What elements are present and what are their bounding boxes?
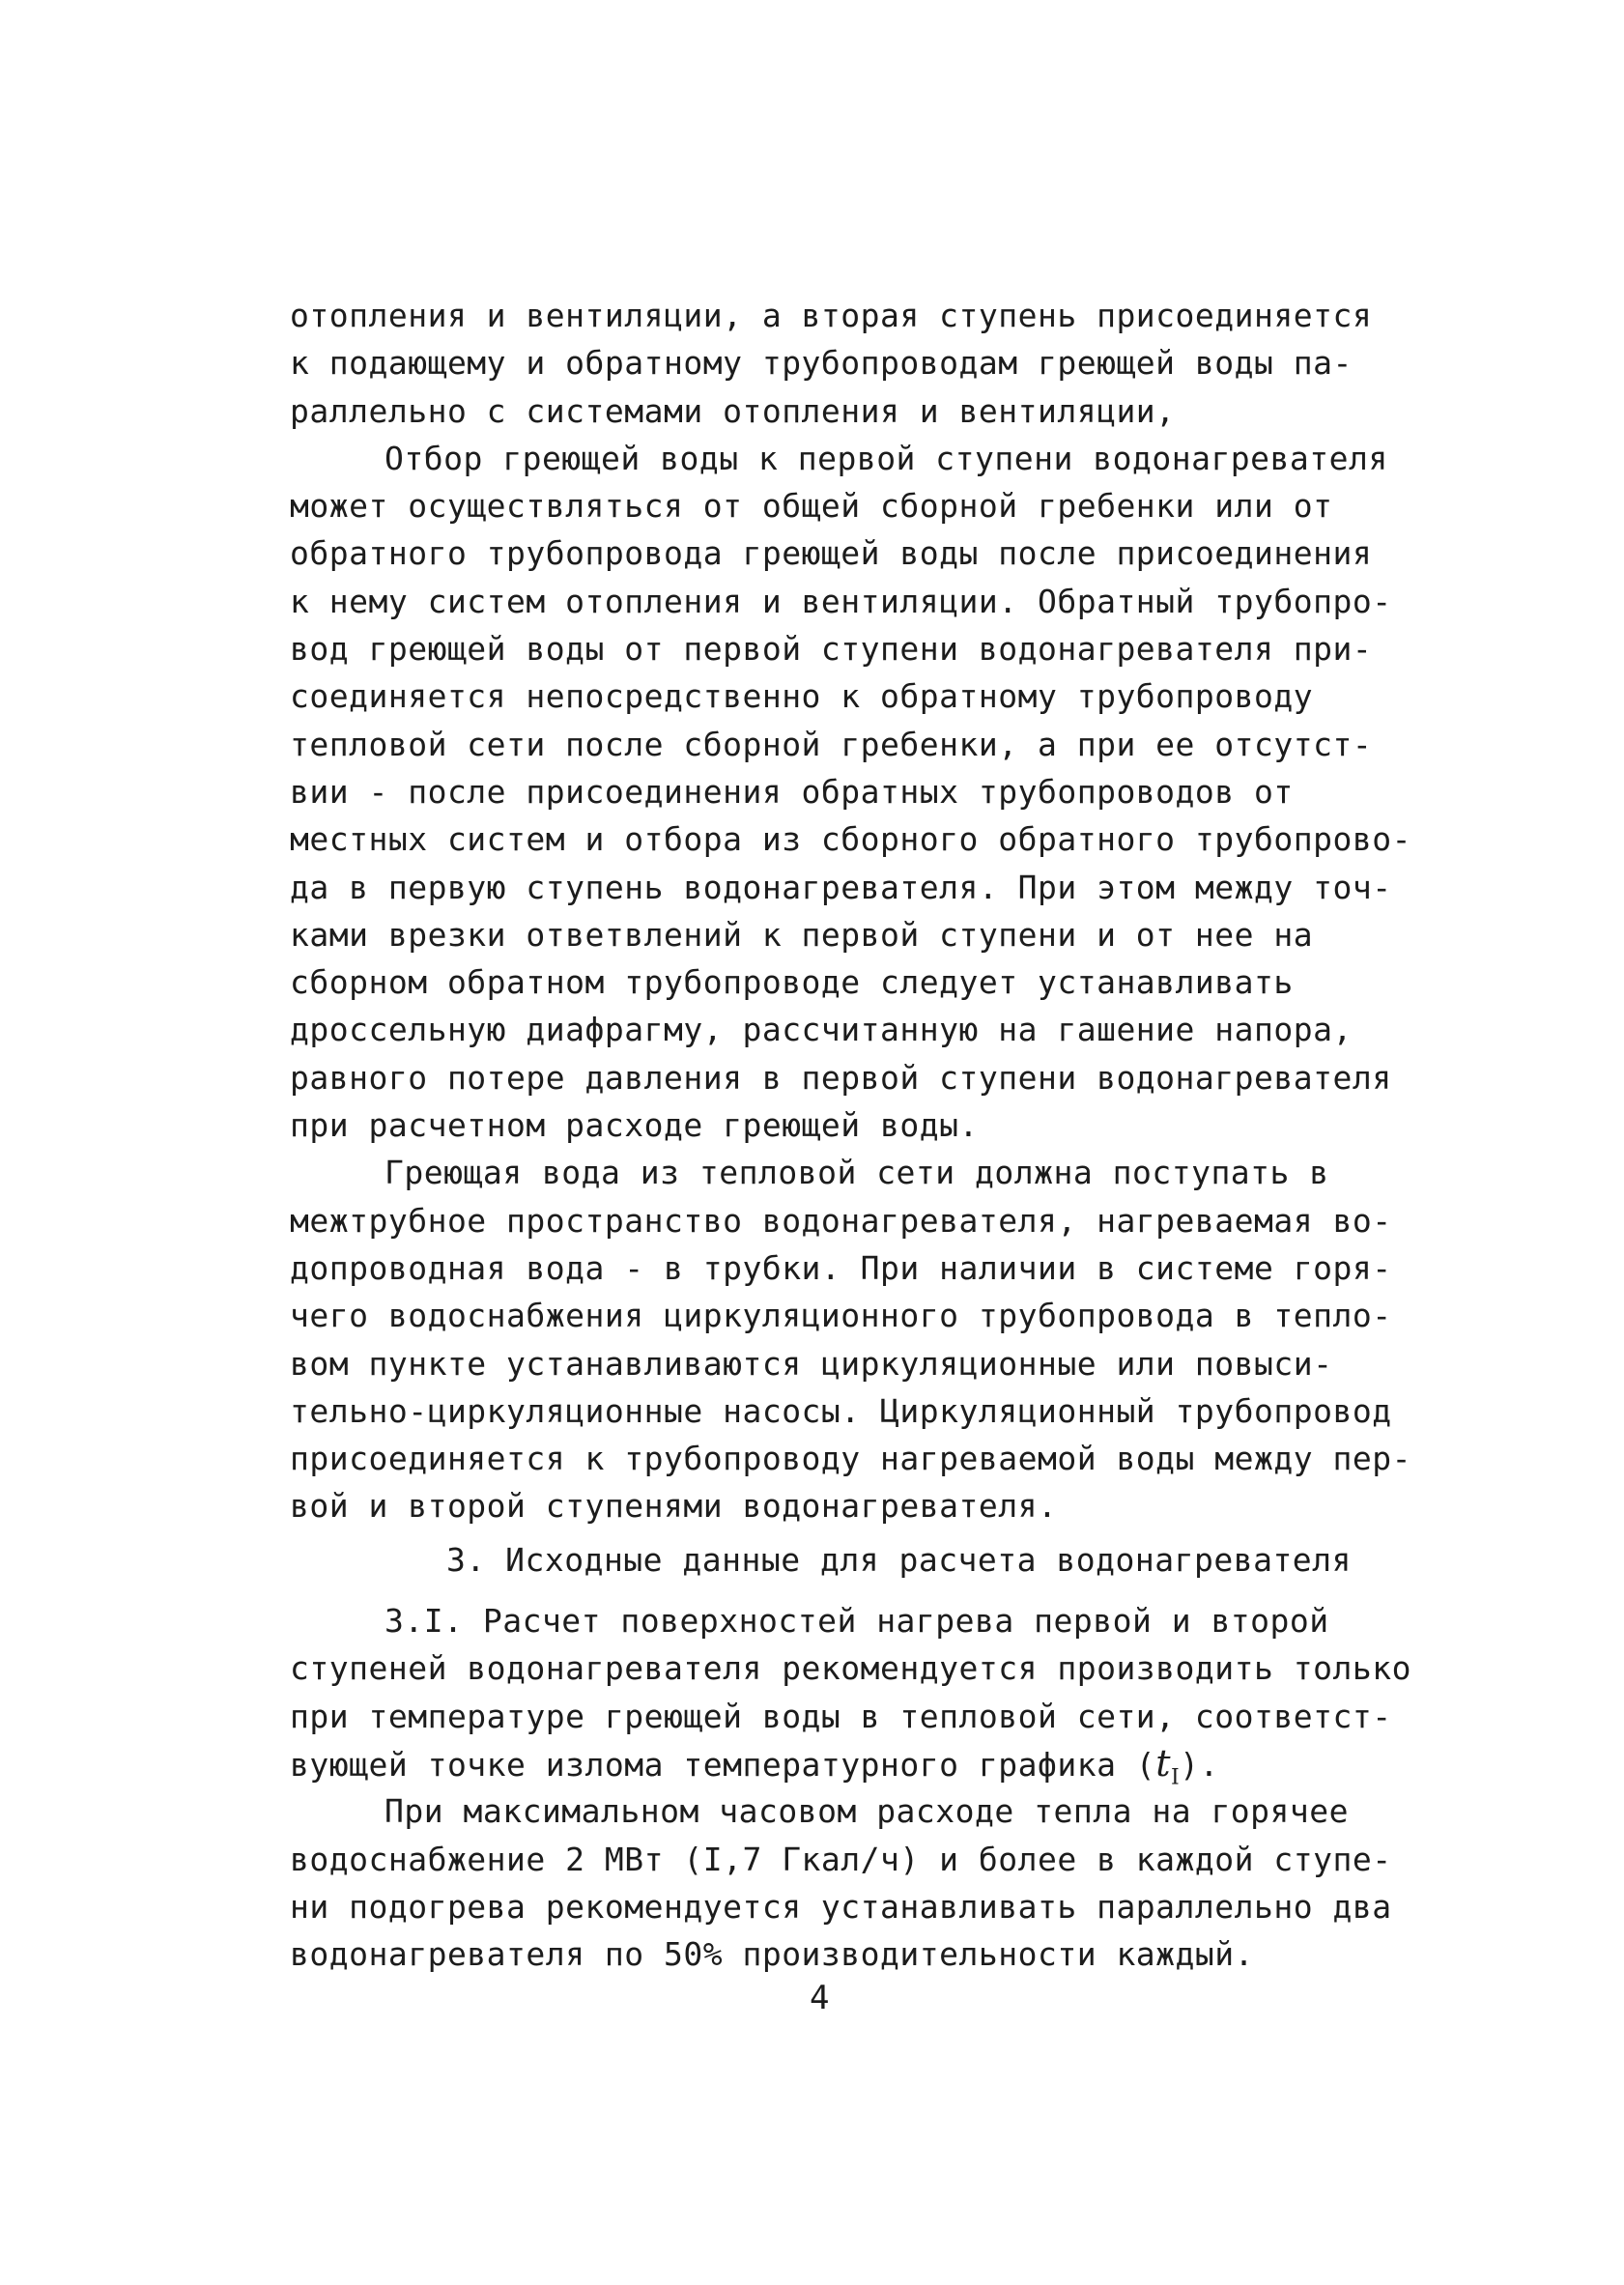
temperature-symbol [1155,1741,1181,1790]
text-line: межтрубное пространство водонагревателя, нагреваемая во- [290,1201,1392,1240]
text-line: отопления и вентиляции, а вторая ступень присоединяется [290,297,1373,334]
text-line: дроссельную диафрагму, рассчитанную на гашение напора, [290,1011,1353,1049]
text-line: может осуществляться от общей сборной гребенки или от [290,487,1333,526]
text-line: при температуре греющей воды в тепловой сети, соответст- [290,1697,1392,1735]
text-line: к нему систем отопления и вентиляции. Обратный трубопро- [290,582,1392,620]
text-line: сборном обратном трубопроводе следует устанавливать [290,963,1294,1002]
text-line: ками врезки ответвлений к первой ступени и от нее на [290,915,1314,954]
text-line: местных систем и отбора из сборного обратного трубопрово- [290,820,1411,859]
text-line: тепловой сети после сборной гребенки, а при ее отсутст- [290,725,1373,763]
text-line: вой и второй ступенями водонагревателя. [290,1487,1058,1526]
text-line: равного потере давления в первой ступени водонагревателя [290,1058,1392,1097]
page-number: 4 [810,1979,830,2017]
text-line: вод греющей воды от первой ступени водонагревателя при- [290,630,1373,669]
text-line-with-formula [290,1740,1391,1790]
text-line: вом пункте устанавливаются циркуляционные или повыси- [290,1344,1333,1383]
body-text [290,292,1411,1978]
formula-symbol: t [1155,1741,1171,1785]
text-line: водонагревателя по 50% производительности каждый. [290,1935,1255,1974]
text-line: обратного трубопровода греющей воды после присоединения [290,534,1373,573]
paragraph-start: Отбор греющей воды к первой ступени водонагревателя [385,439,1388,477]
text-line: при расчетном расходе греющей воды. [290,1106,979,1145]
text-fragment: ). [1180,1745,1219,1784]
text-line: ступеней водонагревателя рекомендуется производить только [290,1649,1411,1688]
text-line: да в первую ступень водонагревателя. При этом между точ- [290,868,1392,906]
text-line: соединяется непосредственно к обратному трубопроводу [290,677,1314,716]
text-line: ни подогрева рекомендуется устанавливать параллельно два [290,1887,1392,1926]
text-line: вии - после присоединения обратных трубопроводов от [290,772,1294,811]
paragraph-start: Греющая вода из тепловой сети должна поступать в [385,1154,1329,1192]
text-fragment: вующей точке излома температурного графика ( [290,1745,1156,1784]
text-line: чего водоснабжения циркуляционного трубопровода в тепло- [290,1297,1392,1335]
text-line: к подающему и обратному трубопроводам греющей воды па- [290,344,1353,383]
section-heading: 3. Исходные данные для расчета водонагревателя [446,1540,1352,1579]
paragraph-start: При максимальном часовом расходе тепла на горячее [385,1792,1350,1831]
text-line: водоснабжение 2 МВт (I,7 Гкал/ч) и более в каждой ступе- [290,1840,1392,1878]
text-line: тельно-циркуляционные насосы. Циркуляционный трубопровод [290,1391,1392,1430]
text-line: раллельно с системами отопления и вентиляции, [290,391,1176,430]
text-line: допроводная вода - в трубки. При наличии в системе горя- [290,1248,1392,1287]
paragraph-start: 3.I. Расчет поверхностей нагрева первой и второй [385,1602,1329,1641]
text-line: присоединяется к трубопроводу нагреваемой воды между пер- [290,1440,1411,1478]
formula-subscript: I [1170,1765,1181,1790]
